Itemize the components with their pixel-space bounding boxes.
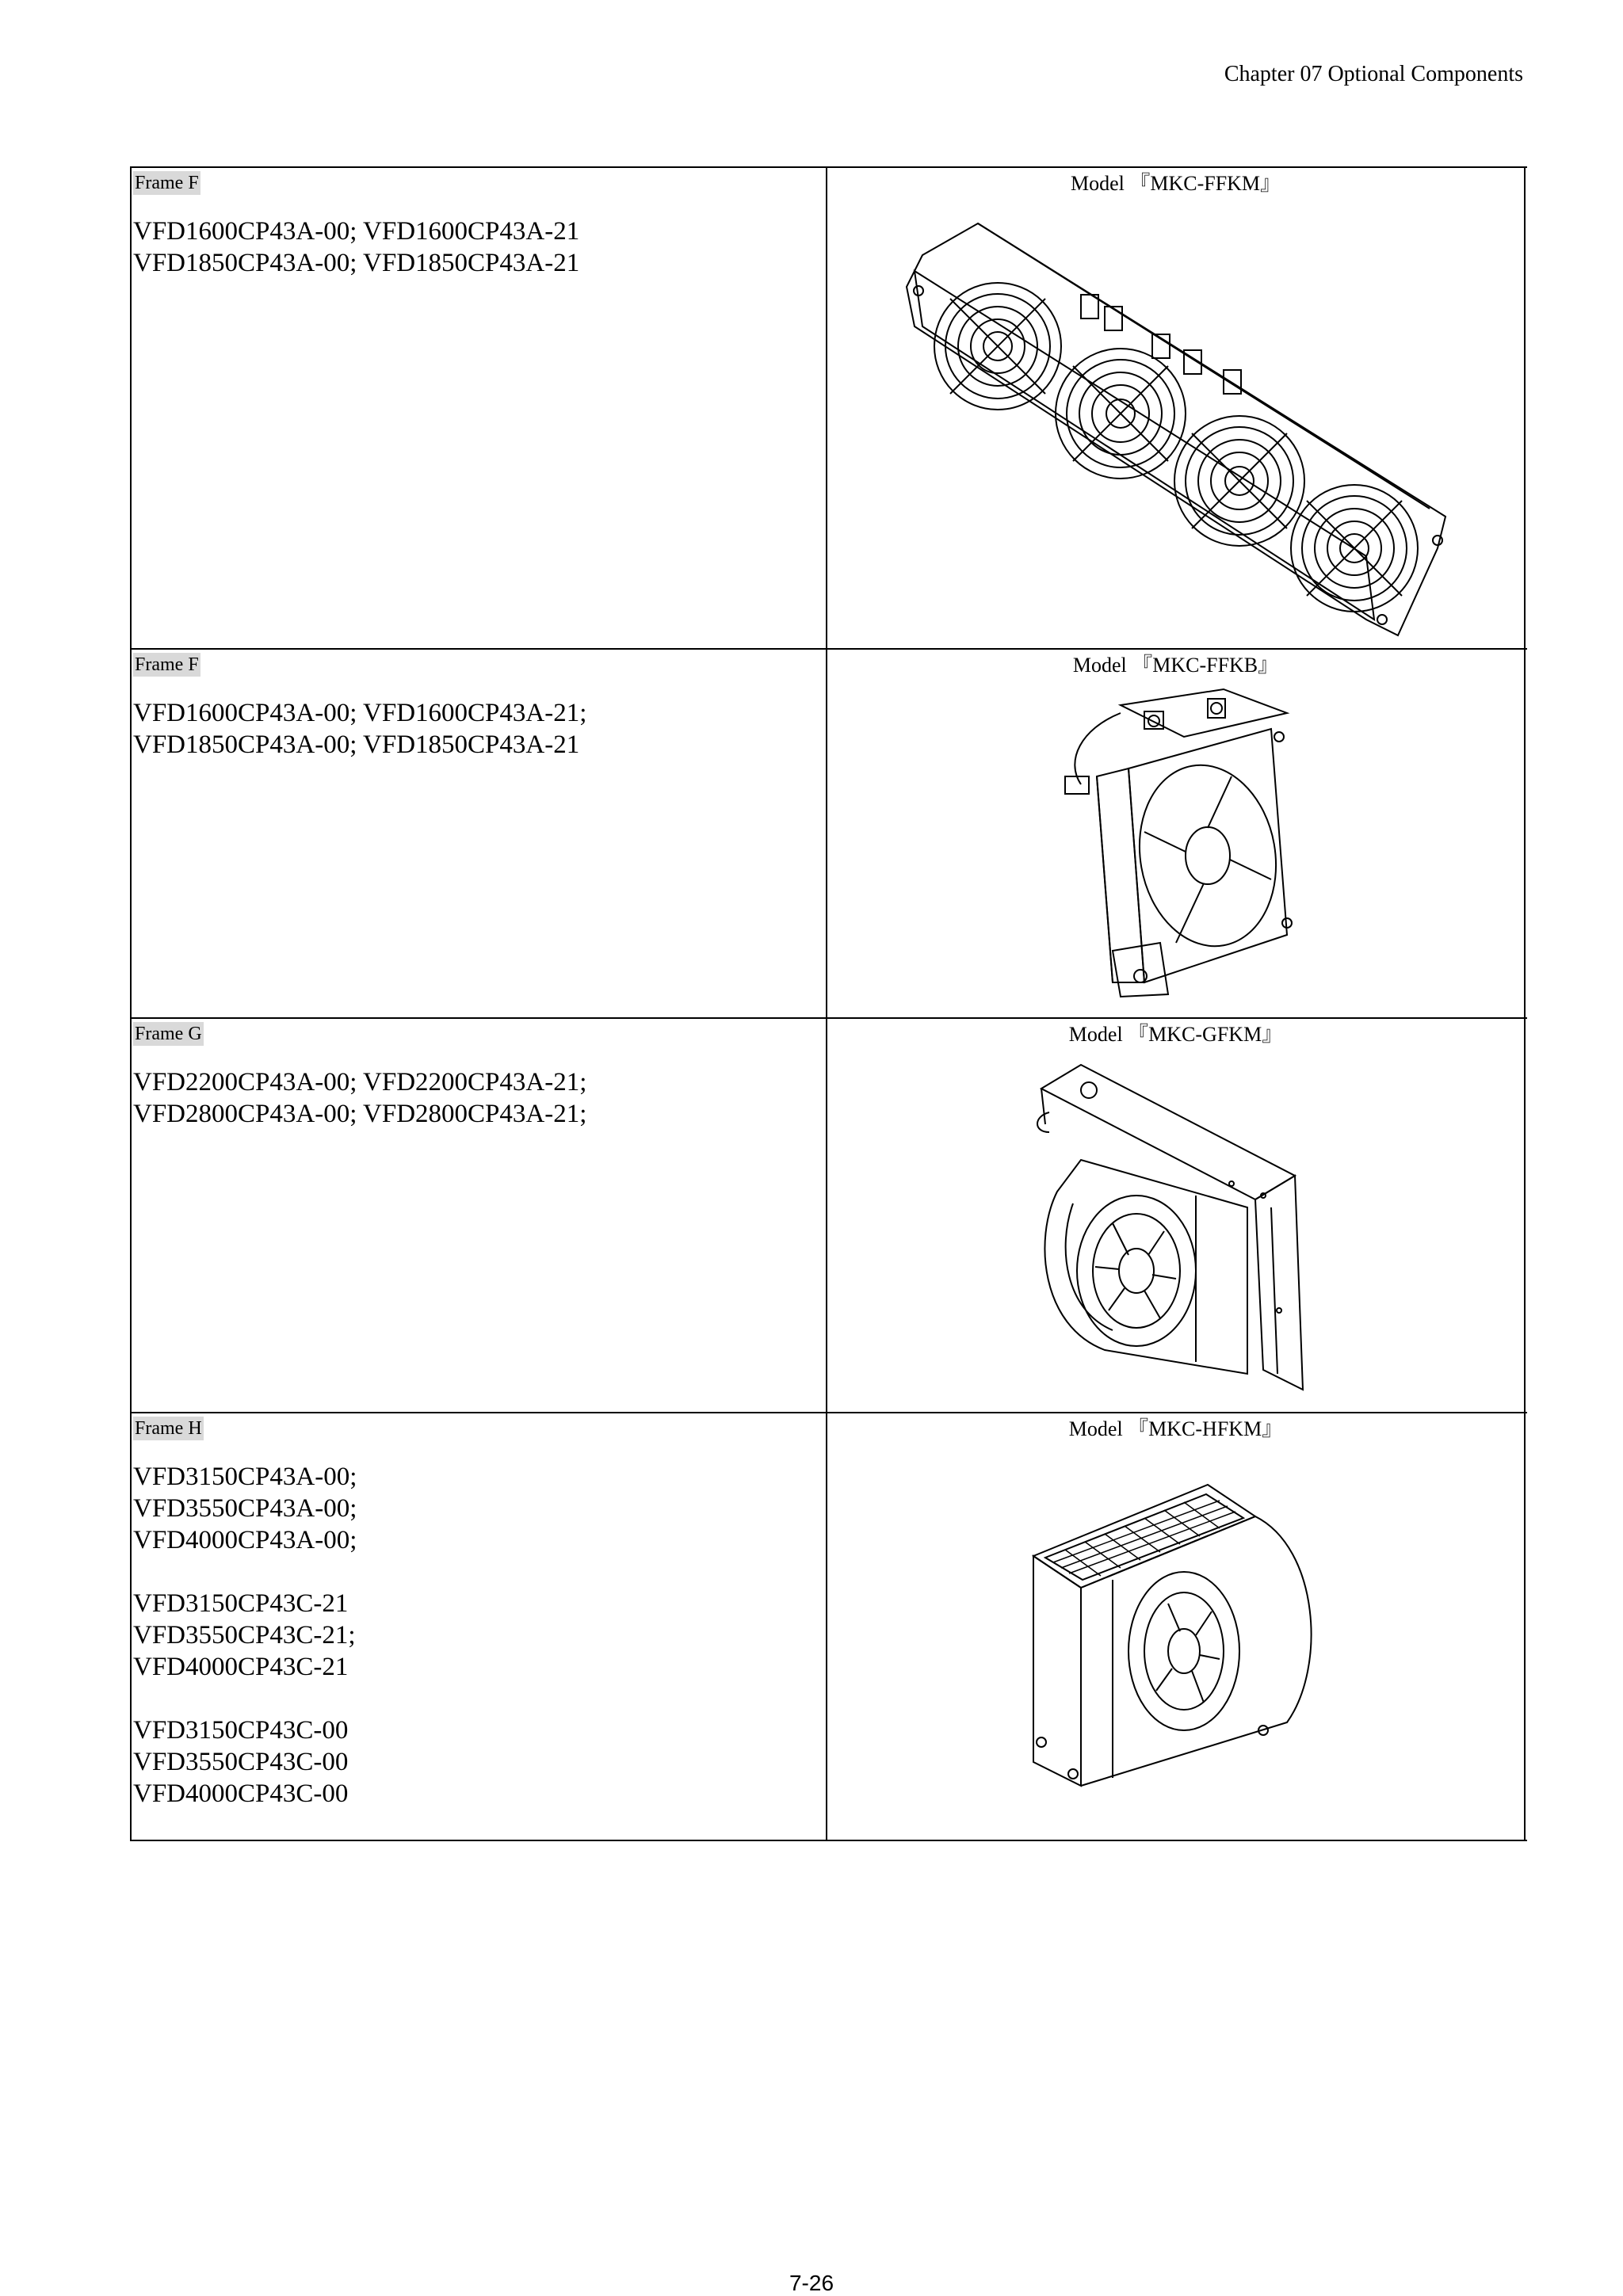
fan-kit-drawing-mkc-hfkm xyxy=(827,1469,1524,1802)
model-list xyxy=(133,1461,826,1810)
model-line: VFD1850CP43A-00; VFD1850CP43A-21 xyxy=(133,249,580,277)
table-row xyxy=(132,650,1527,1019)
frame-label: Frame H xyxy=(135,1418,202,1439)
fan-kit-drawing-mkc-gfkm xyxy=(827,1057,1524,1398)
kit-cell xyxy=(827,1019,1526,1412)
model-line: VFD4000CP43C-21 xyxy=(133,1653,349,1681)
kit-model-caption: Model 『MKC-FFKB』 xyxy=(1072,654,1279,677)
model-line: VFD3550CP43C-00 xyxy=(133,1748,349,1776)
kit-model-caption: Model 『MKC-HFKM』 xyxy=(1068,1417,1283,1440)
kit-model-caption: Model 『MKC-GFKM』 xyxy=(1068,1023,1283,1046)
spacer xyxy=(133,1683,826,1714)
model-list xyxy=(133,215,826,279)
model-line: VFD2800CP43A-00; VFD2800CP43A-21; xyxy=(133,1100,587,1128)
table-row xyxy=(132,1413,1527,1841)
frame-cell xyxy=(132,1019,827,1412)
chapter-header: Chapter 07 Optional Components xyxy=(1224,62,1523,86)
frame-label: Frame G xyxy=(135,1024,202,1044)
model-line: VFD3550CP43A-00; xyxy=(133,1494,357,1523)
frame-label: Frame F xyxy=(135,654,199,675)
spacer xyxy=(133,1556,826,1588)
model-line: VFD3150CP43A-00; xyxy=(133,1463,357,1491)
model-list xyxy=(133,697,826,761)
kit-cell xyxy=(827,650,1526,1017)
model-line: VFD3150CP43C-21 xyxy=(133,1589,349,1618)
model-line: VFD3150CP43C-00 xyxy=(133,1716,349,1745)
kit-cell xyxy=(827,168,1526,648)
fan-kit-table xyxy=(130,166,1527,1841)
model-list xyxy=(133,1066,826,1130)
model-line: VFD1850CP43A-00; VFD1850CP43A-21 xyxy=(133,730,580,759)
frame-cell xyxy=(132,1413,827,1840)
model-line: VFD3550CP43C-21; xyxy=(133,1621,356,1650)
fan-kit-drawing-mkc-ffkb xyxy=(827,681,1524,998)
frame-label: Frame F xyxy=(135,173,199,193)
model-line: VFD1600CP43A-00; VFD1600CP43A-21 xyxy=(133,217,580,246)
model-line: VFD2200CP43A-00; VFD2200CP43A-21; xyxy=(133,1068,587,1097)
kit-model-caption: Model 『MKC-FFKM』 xyxy=(1070,172,1281,195)
model-line: VFD1600CP43A-00; VFD1600CP43A-21; xyxy=(133,699,587,727)
model-line: VFD4000CP43A-00; xyxy=(133,1526,357,1554)
fan-kit-drawing-mkc-ffkm xyxy=(827,208,1524,643)
kit-cell xyxy=(827,1413,1526,1840)
frame-cell xyxy=(132,168,827,648)
table-row xyxy=(132,1019,1527,1413)
model-line: VFD4000CP43C-00 xyxy=(133,1779,349,1808)
page-number: 7-26 xyxy=(789,2271,834,2295)
frame-cell xyxy=(132,650,827,1017)
table-row xyxy=(132,168,1527,650)
